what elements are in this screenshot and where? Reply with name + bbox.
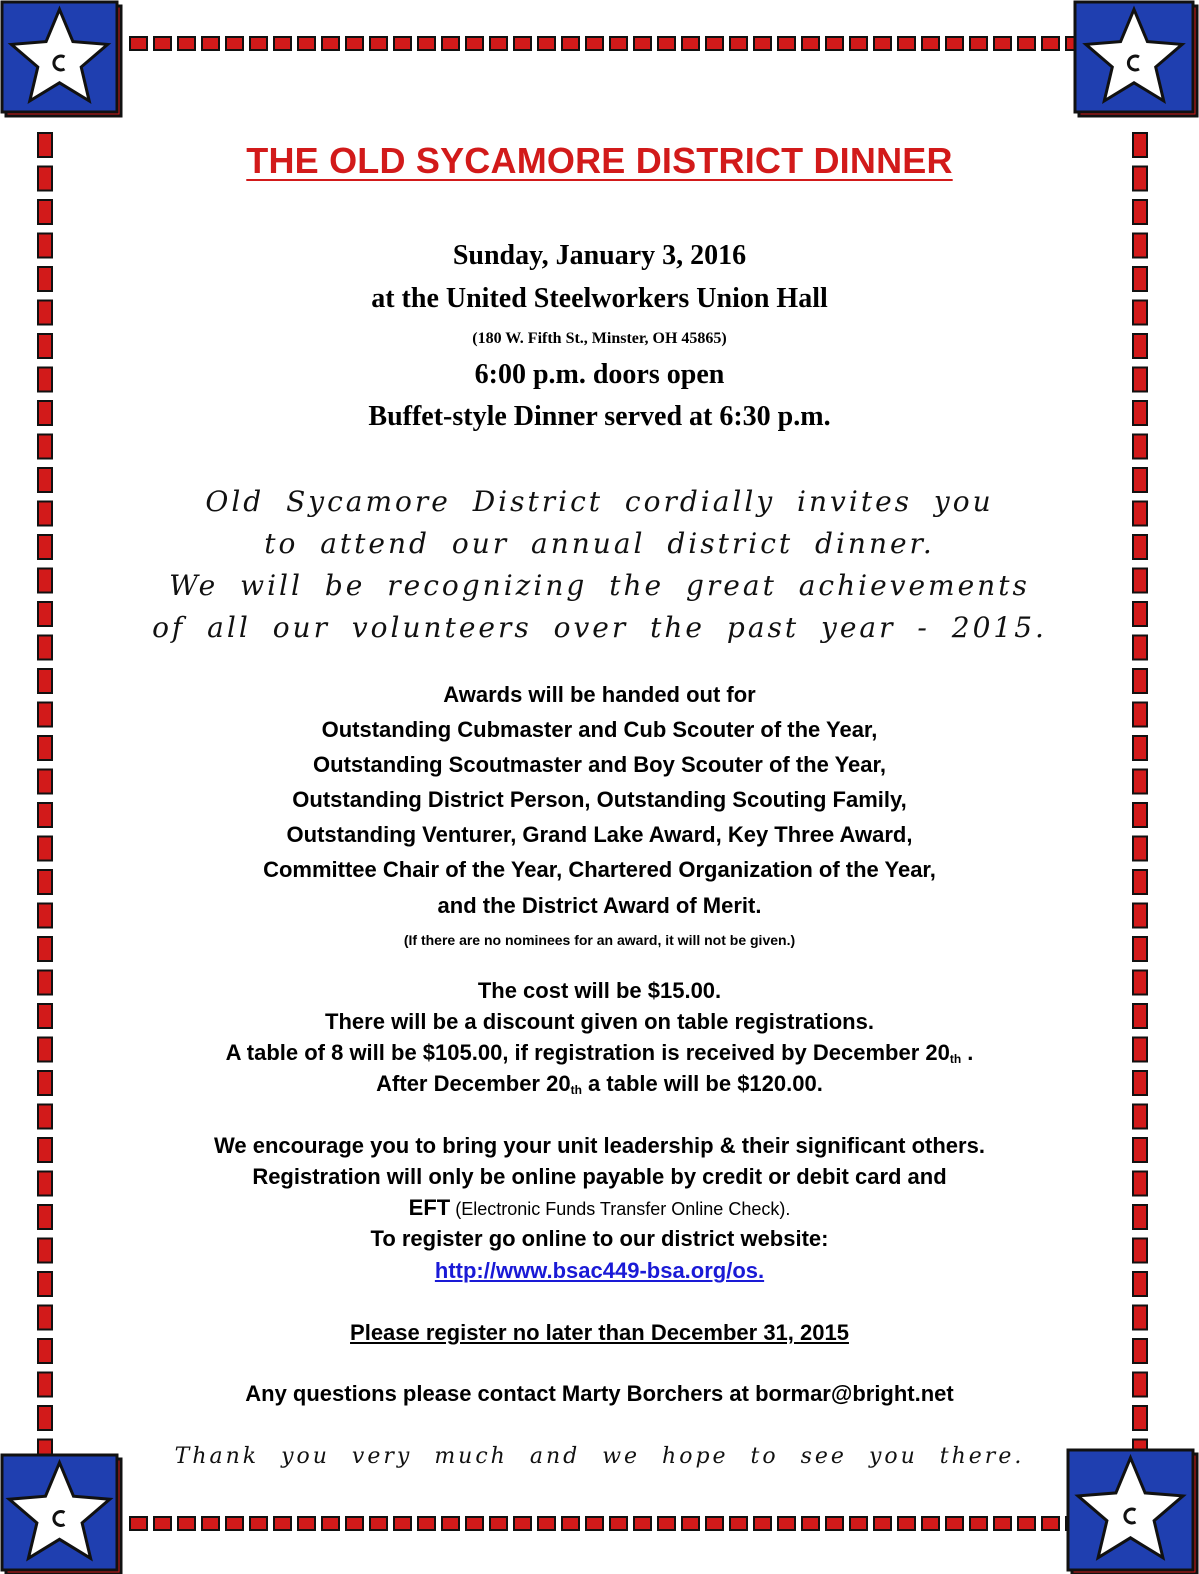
invitation-line-3: We will be recognizing the great achievements — [169, 569, 1030, 602]
border-square — [754, 37, 771, 50]
border-square — [298, 1517, 315, 1530]
award-line: Outstanding Venturer, Grand Lake Award, Key Three Award, — [286, 822, 913, 847]
border-square — [850, 1517, 867, 1530]
border-square — [1133, 435, 1147, 459]
event-date: Sunday, January 3, 2016 — [452, 240, 747, 271]
border-square — [850, 37, 867, 50]
border-square — [370, 37, 387, 50]
invitation-line-4: of all our volunteers over the past year - 2015. — [152, 611, 1047, 644]
dinner-time: Buffet-style Dinner served at 6:30 p.m. — [368, 401, 831, 432]
border-square — [38, 200, 52, 224]
eft-description: (Electronic Funds Transfer Online Check). — [450, 1199, 791, 1219]
invitation-line-1: Old Sycamore District cordially invites you — [205, 485, 994, 518]
border-square — [898, 1517, 915, 1530]
award-line: Committee Chair of the Year, Chartered Organization of the Year, — [263, 857, 936, 882]
border-square — [178, 1517, 195, 1530]
border-square — [322, 1517, 339, 1530]
cost-line: The cost will be $15.00. — [477, 978, 722, 1003]
border-square — [946, 37, 963, 50]
border-square — [538, 37, 555, 50]
table-price-early-text: A table of 8 will be $105.00, if registration is received by December 20 — [225, 1040, 950, 1065]
border-square — [1133, 200, 1147, 224]
ordinal-suffix: th — [949, 1052, 962, 1066]
border-square — [706, 37, 723, 50]
border-square — [490, 37, 507, 50]
table-price-early — [0, 1040, 1199, 1066]
border-square — [490, 1517, 507, 1530]
border-square — [730, 1517, 747, 1530]
border-square — [682, 1517, 699, 1530]
table-price-late — [0, 1071, 1199, 1097]
thank-you-line: Thank you very much and we hope to see you there. — [174, 1444, 1025, 1469]
awards-intro: Awards will be handed out for — [443, 682, 756, 707]
border-square — [802, 37, 819, 50]
page-title: THE OLD SYCAMORE DISTRICT DINNER — [246, 140, 953, 181]
border-square — [634, 37, 651, 50]
border-square — [634, 1517, 651, 1530]
payment-line: Registration will only be online payable by credit or debit card and — [252, 1164, 947, 1189]
border-square — [274, 37, 291, 50]
border-square — [994, 37, 1011, 50]
border-square — [514, 37, 531, 50]
border-square — [1042, 1517, 1059, 1530]
border-square — [442, 1517, 459, 1530]
awards-note: (If there are no nominees for an award, it will not be given.) — [403, 932, 796, 948]
border-square — [466, 1517, 483, 1530]
border-square — [346, 37, 363, 50]
border-square — [322, 37, 339, 50]
ordinal-suffix: th — [570, 1083, 582, 1097]
border-square — [250, 1517, 267, 1530]
border-square — [922, 1517, 939, 1530]
border-square — [658, 1517, 675, 1530]
border-square — [778, 37, 795, 50]
border-square — [418, 1517, 435, 1530]
table-price-late-end: a table will be $120.00. — [581, 1071, 823, 1096]
border-square — [514, 1517, 531, 1530]
border-square — [706, 1517, 723, 1530]
table-price-early-end: . — [961, 1040, 974, 1065]
event-venue: at the United Steelworkers Union Hall — [371, 283, 828, 314]
border-square — [994, 1517, 1011, 1530]
border-square — [946, 1517, 963, 1530]
encourage-line: We encourage you to bring your unit leadership & their significant others. — [214, 1133, 985, 1158]
border-square — [442, 37, 459, 50]
corner-block — [1075, 2, 1197, 116]
border-square — [970, 37, 987, 50]
corner-block — [2, 2, 121, 116]
border-square — [874, 1517, 891, 1530]
doors-open-time: 6:00 p.m. doors open — [474, 359, 725, 390]
border-square — [658, 37, 675, 50]
border-square — [682, 37, 699, 50]
border-square — [874, 37, 891, 50]
award-line: Outstanding Cubmaster and Cub Scouter of the Year, — [321, 717, 878, 742]
border-square — [370, 1517, 387, 1530]
border-square — [826, 1517, 843, 1530]
corner-block — [2, 1455, 121, 1574]
border-square — [610, 37, 627, 50]
border-square — [418, 37, 435, 50]
border-square — [802, 1517, 819, 1530]
border-square — [1133, 1406, 1147, 1430]
border-square — [346, 1517, 363, 1530]
border-square — [826, 37, 843, 50]
border-square — [250, 37, 267, 50]
border-square — [466, 37, 483, 50]
border-square — [778, 1517, 795, 1530]
border-square — [1042, 37, 1059, 50]
border-square — [154, 37, 171, 50]
border-square — [38, 1105, 52, 1129]
award-line: Outstanding Scoutmaster and Boy Scouter of the Year, — [313, 752, 886, 777]
border-square — [730, 37, 747, 50]
district-website-link[interactable]: http://www.bsac449-bsa.org/os. — [434, 1258, 765, 1283]
border-square — [394, 1517, 411, 1530]
invitation-line-2: to attend our annual district dinner. — [264, 527, 935, 560]
border-square — [922, 37, 939, 50]
deadline-notice: Please register no later than December 31, 2015 — [350, 1320, 849, 1345]
border-square — [754, 1517, 771, 1530]
border-square — [970, 1517, 987, 1530]
border-square — [130, 1517, 147, 1530]
border-square — [226, 1517, 243, 1530]
register-instruction: To register go online to our district website: — [370, 1226, 829, 1251]
border-square — [586, 37, 603, 50]
border-square — [298, 37, 315, 50]
border-square — [274, 1517, 291, 1530]
border-square — [1133, 1105, 1147, 1129]
table-price-late-text: After December 20 — [376, 1071, 571, 1096]
border-square — [202, 1517, 219, 1530]
discount-line: There will be a discount given on table registrations. — [325, 1009, 874, 1034]
border-square — [154, 1517, 171, 1530]
border-square — [562, 37, 579, 50]
border-square — [178, 37, 195, 50]
border-square — [202, 37, 219, 50]
award-line: Outstanding District Person, Outstanding Scouting Family, — [292, 787, 907, 812]
award-line: and the District Award of Merit. — [437, 893, 762, 918]
border-square — [38, 435, 52, 459]
border-square — [38, 1406, 52, 1430]
border-square — [898, 37, 915, 50]
border-square — [226, 37, 243, 50]
border-square — [1018, 1517, 1035, 1530]
border-square — [610, 1517, 627, 1530]
eft-line — [0, 1195, 1199, 1221]
border-square — [562, 1517, 579, 1530]
border-square — [538, 1517, 555, 1530]
event-address: (180 W. Fifth St., Minster, OH 45865) — [472, 330, 727, 347]
border-square — [586, 1517, 603, 1530]
border-square — [394, 37, 411, 50]
eft-label: EFT — [408, 1195, 451, 1220]
border-square — [130, 37, 147, 50]
website-row — [0, 1258, 1199, 1284]
contact-line: Any questions please contact Marty Borchers at bormar@bright.net — [245, 1381, 954, 1406]
border-square — [1018, 37, 1035, 50]
